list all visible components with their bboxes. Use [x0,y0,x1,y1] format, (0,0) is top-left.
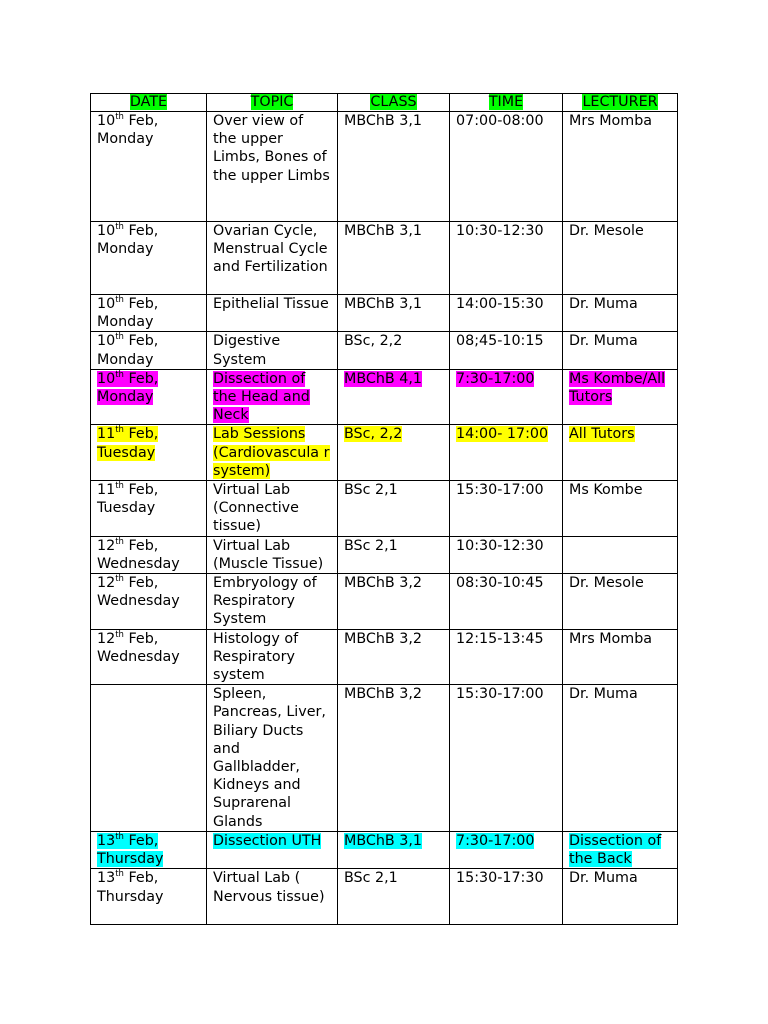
time-cell [450,869,563,925]
topic-text: Over view of the upper Limbs, Bones of the upper Limbs [213,113,330,184]
table-row [91,112,678,222]
class-text: MBChB 3,2 [344,575,423,592]
header-class [338,94,450,112]
date-cell [91,869,207,925]
topic-text: Spleen, Pancreas, Liver, Biliary Ducts and Gallbladder, Kidneys and Suprarenal Glands [213,686,326,830]
time-cell [450,222,563,295]
topic-cell [207,869,338,925]
header-lecturer [563,94,678,112]
topic-text: Histology of Respiratory system [213,630,299,684]
date-cell [91,685,207,832]
time-text: 14:00-15:30 [456,296,544,312]
class-text: BSc 2,1 [344,482,398,499]
lecturer-text: Ms Kombe [569,482,643,499]
lecturer-text: Mrs Momba [569,113,653,129]
time-cell [450,332,563,369]
time-cell [450,574,563,630]
table-row [91,629,678,685]
date-month-weekday: Feb, Monday [97,223,159,258]
date-cell [91,629,207,685]
date-cell [91,831,207,868]
lecturer-cell [563,222,678,295]
date-ordinal-suffix: th [115,536,124,547]
lecturer-cell [563,831,678,868]
time-text: 10:30-12:30 [456,223,544,239]
topic-text: Digestive System [213,333,281,368]
topic-cell [207,332,338,369]
lecturer-cell [563,574,678,630]
topic-text: Epithelial Tissue [213,296,329,312]
time-cell [450,295,563,332]
class-text: BSc, 2,2 [344,426,403,443]
topic-text: Ovarian Cycle, Menstrual Cycle and Fertilization [213,223,328,276]
date-month-weekday: Feb, Thursday [97,870,164,905]
date-cell [91,112,207,222]
lecturer-text: Dr. Muma [569,870,638,887]
class-text: BSc 2,1 [344,537,398,554]
topic-cell [207,425,338,481]
table-row [91,295,678,332]
date-text [97,870,163,904]
date-day: 13 [97,832,116,849]
time-text: 08:30-10:45 [456,575,544,592]
date-month-weekday: Feb, Tuesday [97,482,159,517]
class-cell [338,481,450,537]
time-text: 12:15-13:45 [456,630,544,647]
date-month-weekday: Feb, Wednesday [97,537,180,572]
time-cell [450,112,563,222]
lecturer-cell [563,332,678,369]
timetable-sheet [90,93,678,925]
header-topic [207,94,338,112]
time-text: 07:00-08:00 [456,113,544,129]
class-cell [338,369,450,425]
date-cell [91,295,207,332]
table-row [91,425,678,481]
topic-cell [207,831,338,868]
date-cell [91,574,207,630]
table-row [91,685,678,832]
class-cell [338,295,450,332]
date-ordinal-suffix: th [115,222,124,232]
date-month-weekday: Feb, Monday [97,296,159,331]
table-row [91,369,678,425]
date-month-weekday: Feb, Monday [97,333,159,368]
class-text: MBChB 3,1 [344,832,423,849]
date-day: 13 [97,870,116,887]
time-cell [450,685,563,832]
date-month-weekday: Feb, Monday [97,370,159,406]
date-ordinal-suffix: th [115,481,124,492]
table-row [91,332,678,369]
topic-cell [207,685,338,832]
date-month-weekday: Feb, Monday [97,113,159,148]
date-day: 10 [97,333,116,350]
date-cell [91,369,207,425]
time-cell [450,425,563,481]
date-text [97,333,158,367]
class-text: MBChB 3,1 [344,113,423,129]
class-text: MBChB 3,1 [344,296,423,312]
topic-text: Virtual Lab ( Nervous tissue) [213,870,325,905]
date-day: 12 [97,630,116,647]
date-text [97,426,158,460]
time-text: 7:30-17:00 [456,370,535,387]
topic-cell [207,574,338,630]
class-text: MBChB 3,1 [344,223,423,239]
class-cell [338,112,450,222]
table-row [91,831,678,868]
date-cell [91,481,207,537]
lecturer-cell [563,481,678,537]
time-cell [450,831,563,868]
date-ordinal-suffix: th [115,369,124,380]
lecturer-text: All Tutors [569,426,635,443]
class-cell [338,869,450,925]
header-row [91,94,678,112]
lecturer-cell [563,112,678,222]
class-cell [338,574,450,630]
topic-text: Lab Sessions (Cardiovascula r system) [213,426,330,479]
date-month-weekday: Feb, Tuesday [97,426,159,461]
lecturer-cell [563,869,678,925]
class-text: BSc, 2,2 [344,333,403,350]
lecturer-text: Dr. Mesole [569,575,644,592]
date-day: 10 [97,223,116,239]
topic-cell [207,536,338,573]
time-text: 10:30-12:30 [456,537,544,554]
date-day: 10 [97,113,116,129]
date-day: 11 [97,482,116,499]
date-text [97,113,158,147]
class-text: MBChB 4,1 [344,370,423,387]
topic-text: Dissection UTH [213,832,322,849]
time-cell [450,369,563,425]
topic-cell [207,222,338,295]
header-date [91,94,207,112]
lecturer-cell [563,295,678,332]
date-day: 10 [97,370,116,387]
lecturer-cell [563,629,678,685]
lecturer-cell [563,369,678,425]
time-text: 08;45-10:15 [456,333,544,350]
topic-text: Virtual Lab (Connective tissue) [213,482,299,535]
class-cell [338,629,450,685]
time-text: 15:30-17:00 [456,686,544,703]
date-text [97,482,158,516]
time-text: 7:30-17:00 [456,832,535,849]
class-cell [338,425,450,481]
header-date-label: DATE [129,94,168,110]
topic-cell [207,369,338,425]
date-ordinal-suffix: th [115,629,124,640]
table-row [91,222,678,295]
lecturer-text: Dr. Muma [569,333,638,350]
time-text: 15:30-17:30 [456,870,544,887]
header-lecturer-label: LECTURER [582,94,658,110]
header-class-label: CLASS [370,94,417,110]
topic-text: Dissection of the Head and Neck [213,370,310,424]
date-cell [91,425,207,481]
time-cell [450,536,563,573]
date-text [97,296,158,330]
time-cell [450,629,563,685]
date-day: 12 [97,575,116,592]
topic-cell [207,629,338,685]
class-text: BSc 2,1 [344,870,398,887]
date-text [97,833,163,867]
date-month-weekday: Feb, Thursday [97,832,164,868]
date-day: 11 [97,426,116,443]
date-month-weekday: Feb, Wednesday [97,630,180,665]
time-text: 15:30-17:00 [456,482,544,499]
date-cell [91,222,207,295]
date-ordinal-suffix: th [115,869,124,880]
lecturer-text: Dissection of the Back [569,832,662,868]
date-text [97,371,158,405]
time-cell [450,481,563,537]
time-text: 14:00- 17:00 [456,426,549,443]
date-day: 12 [97,537,116,554]
class-cell [338,831,450,868]
lecturer-cell [563,536,678,573]
date-day: 10 [97,296,116,312]
date-ordinal-suffix: th [115,831,124,842]
lecturer-text: Ms Kombe/All Tutors [569,370,666,406]
topic-cell [207,112,338,222]
lecturer-text: Dr. Mesole [569,223,644,239]
lecturer-cell [563,425,678,481]
lecturer-cell [563,685,678,832]
date-ordinal-suffix: th [115,295,124,305]
date-ordinal-suffix: th [115,425,124,436]
date-ordinal-suffix: th [115,112,124,122]
table-row [91,869,678,925]
class-cell [338,536,450,573]
header-time [450,94,563,112]
topic-text: Embryology of Respiratory System [213,575,317,628]
header-time-label: TIME [488,94,524,110]
topic-cell [207,295,338,332]
lecturer-text: Mrs Momba [569,630,653,647]
date-month-weekday: Feb, Wednesday [97,575,180,610]
topic-text: Virtual Lab (Muscle Tissue) [213,537,324,572]
date-text [97,631,180,665]
topic-cell [207,481,338,537]
class-text: MBChB 3,2 [344,630,423,647]
header-topic-label: TOPIC [250,94,294,110]
class-cell [338,222,450,295]
date-ordinal-suffix: th [115,332,124,343]
table-row [91,536,678,573]
table-row [91,574,678,630]
class-cell [338,332,450,369]
lecturer-text: Dr. Muma [569,686,638,703]
class-cell [338,685,450,832]
date-text [97,538,180,572]
date-cell [91,332,207,369]
table-row [91,481,678,537]
date-ordinal-suffix: th [115,574,124,585]
date-text [97,223,158,257]
lecturer-text: Dr. Muma [569,296,638,312]
date-cell [91,536,207,573]
class-text: MBChB 3,2 [344,686,423,703]
date-text [97,575,180,609]
timetable-body [91,112,678,925]
timetable [90,93,678,925]
